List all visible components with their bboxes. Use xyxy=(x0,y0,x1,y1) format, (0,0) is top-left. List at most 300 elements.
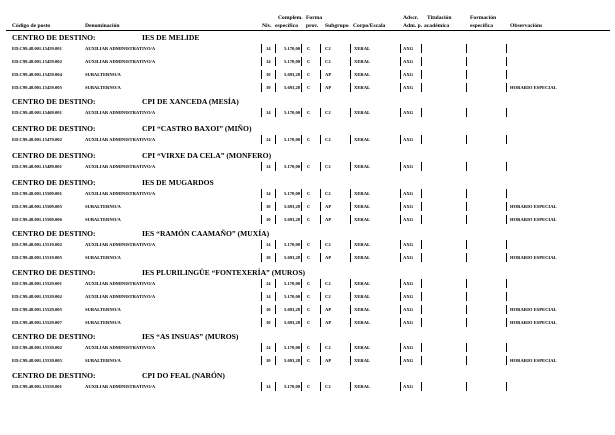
cell-divider xyxy=(301,135,302,144)
cell-divider xyxy=(350,253,351,262)
cell-obs: HORARIO ESPECIAL xyxy=(510,204,557,209)
cell-nivel: 14 xyxy=(266,59,271,64)
cell-forma: C xyxy=(307,46,311,51)
cell-divider xyxy=(421,70,422,79)
cell-adscr: AXG xyxy=(403,281,414,286)
cell-forma: C xyxy=(307,307,311,312)
cell-divider xyxy=(301,279,302,288)
cell-complem: 5.693,28 xyxy=(284,255,301,260)
center-heading xyxy=(12,332,239,341)
cell-divider xyxy=(400,44,401,53)
header-subgrupo: Subgrupo xyxy=(325,23,349,29)
cell-corpo: XERAL xyxy=(354,46,371,51)
cell-adscr: AXG xyxy=(403,85,414,90)
cell-divider xyxy=(466,44,467,53)
cell-forma: C xyxy=(307,358,311,363)
cell-divider xyxy=(320,135,321,144)
cell-divider xyxy=(275,83,276,92)
cell-divider xyxy=(301,83,302,92)
center-label: CENTRO DE DESTINO: xyxy=(12,178,96,187)
cell-divider xyxy=(350,279,351,288)
cell-corpo: XERAL xyxy=(354,110,371,115)
cell-divider xyxy=(301,292,302,301)
cell-divider xyxy=(466,202,467,211)
table-row xyxy=(0,357,615,369)
cell-adscr: AXG xyxy=(403,137,414,142)
cell-divider xyxy=(320,215,321,224)
cell-divider xyxy=(506,108,507,117)
cell-divider xyxy=(506,202,507,211)
table-row xyxy=(0,163,615,175)
cell-divider xyxy=(301,44,302,53)
cell-divider xyxy=(466,215,467,224)
cell-complem: 5.693,28 xyxy=(284,85,301,90)
table-row xyxy=(0,306,615,318)
cell-divider xyxy=(506,253,507,262)
cell-nivel: 14 xyxy=(266,384,271,389)
cell-adscr: AXG xyxy=(403,191,414,196)
cell-adscr: AXG xyxy=(403,59,414,64)
cell-subgrupo: C2 xyxy=(325,345,331,350)
cell-denominacion: SUBALTERNO/A xyxy=(85,204,121,209)
cell-divider xyxy=(421,253,422,262)
cell-corpo: XERAL xyxy=(354,204,371,209)
cell-denominacion: AUXILIAR ADMINISTRATIVO/A xyxy=(85,384,156,389)
cell-divider xyxy=(301,215,302,224)
cell-divider xyxy=(506,189,507,198)
header-complem-bottom: específico xyxy=(275,23,298,29)
cell-divider xyxy=(506,215,507,224)
cell-divider xyxy=(421,343,422,352)
cell-divider xyxy=(261,57,262,66)
center-label: CENTRO DE DESTINO: xyxy=(12,332,96,341)
cell-denominacion: SUBALTERNO/A xyxy=(85,320,121,325)
cell-complem: 5.693,28 xyxy=(284,307,301,312)
cell-denominacion: AUXILIAR ADMINISTRATIVO/A xyxy=(85,59,156,64)
cell-divider xyxy=(350,318,351,327)
cell-divider xyxy=(350,356,351,365)
cell-denominacion: AUXILIAR ADMINISTRATIVO/A xyxy=(85,242,156,247)
cell-codigo: ED.C99.48.001.15489.001 xyxy=(12,164,62,169)
cell-subgrupo: AP xyxy=(325,307,332,312)
cell-divider xyxy=(421,318,422,327)
cell-subgrupo: AP xyxy=(325,204,332,209)
cell-complem: 5.170,00 xyxy=(284,164,301,169)
cell-complem: 5.170,00 xyxy=(284,345,301,350)
cell-divider xyxy=(320,382,321,391)
center-name: IES “RAMÓN CAAMAÑO” (MUXÍA) xyxy=(142,229,270,238)
cell-divider xyxy=(466,253,467,262)
cell-divider xyxy=(421,135,422,144)
cell-corpo: XERAL xyxy=(354,137,371,142)
cell-codigo: ED.C99.48.001.15459.001 xyxy=(12,46,62,51)
table-row xyxy=(0,84,615,96)
cell-divider xyxy=(506,318,507,327)
cell-divider xyxy=(261,305,262,314)
cell-forma: C xyxy=(307,217,311,222)
cell-divider xyxy=(506,57,507,66)
cell-codigo: ED.C99.48.001.15459.005 xyxy=(12,85,62,90)
center-label: CENTRO DE DESTINO: xyxy=(12,151,96,160)
cell-subgrupo: AP xyxy=(325,217,332,222)
cell-complem: 5.170,00 xyxy=(284,281,301,286)
cell-nivel: 10 xyxy=(266,72,271,77)
cell-divider xyxy=(261,356,262,365)
cell-divider xyxy=(261,83,262,92)
cell-divider xyxy=(466,382,467,391)
cell-complem: 5.170,00 xyxy=(284,384,301,389)
table-row xyxy=(0,203,615,215)
cell-divider xyxy=(261,215,262,224)
cell-obs: HORARIO ESPECIAL xyxy=(510,85,557,90)
cell-divider xyxy=(261,108,262,117)
cell-divider xyxy=(275,356,276,365)
table-row xyxy=(0,58,615,70)
center-heading xyxy=(12,33,200,42)
cell-divider xyxy=(275,44,276,53)
cell-codigo: ED.C99.48.001.15519.005 xyxy=(12,255,62,260)
cell-divider xyxy=(421,279,422,288)
cell-divider xyxy=(275,279,276,288)
cell-divider xyxy=(421,215,422,224)
cell-divider xyxy=(466,240,467,249)
cell-divider xyxy=(261,44,262,53)
cell-codigo: ED.C99.48.001.15529.007 xyxy=(12,320,62,325)
cell-divider xyxy=(400,162,401,171)
cell-divider xyxy=(275,343,276,352)
cell-nivel: 14 xyxy=(266,164,271,169)
center-label: CENTRO DE DESTINO: xyxy=(12,33,96,42)
cell-divider xyxy=(320,108,321,117)
cell-subgrupo: AP xyxy=(325,72,332,77)
cell-corpo: XERAL xyxy=(354,242,371,247)
cell-divider xyxy=(320,279,321,288)
cell-divider xyxy=(350,108,351,117)
cell-divider xyxy=(261,189,262,198)
cell-divider xyxy=(320,318,321,327)
header-titulacion-bottom: académica xyxy=(424,23,450,29)
cell-forma: C xyxy=(307,204,311,209)
cell-divider xyxy=(400,253,401,262)
cell-codigo: ED.C99.48.001.15459.004 xyxy=(12,72,62,77)
center-heading xyxy=(12,229,270,238)
cell-divider xyxy=(275,215,276,224)
cell-divider xyxy=(320,44,321,53)
header-complem-top: Complem. xyxy=(278,15,303,21)
cell-forma: C xyxy=(307,294,311,299)
cell-divider xyxy=(466,279,467,288)
center-heading xyxy=(12,97,239,106)
cell-nivel: 14 xyxy=(266,137,271,142)
cell-codigo: ED.C99.48.001.15529.002 xyxy=(12,294,62,299)
cell-complem: 5.693,28 xyxy=(284,320,301,325)
cell-complem: 5.693,28 xyxy=(284,217,301,222)
cell-divider xyxy=(421,356,422,365)
cell-divider xyxy=(350,215,351,224)
cell-divider xyxy=(466,135,467,144)
cell-divider xyxy=(466,108,467,117)
cell-corpo: XERAL xyxy=(354,72,371,77)
cell-nivel: 10 xyxy=(266,255,271,260)
cell-obs: HORARIO ESPECIAL xyxy=(510,320,557,325)
cell-divider xyxy=(350,305,351,314)
cell-divider xyxy=(421,57,422,66)
cell-divider xyxy=(400,70,401,79)
cell-denominacion: SUBALTERNO/A xyxy=(85,307,121,312)
cell-divider xyxy=(275,135,276,144)
cell-forma: C xyxy=(307,72,311,77)
center-label: CENTRO DE DESTINO: xyxy=(12,268,96,277)
cell-subgrupo: C2 xyxy=(325,281,331,286)
cell-divider xyxy=(261,202,262,211)
cell-nivel: 14 xyxy=(266,294,271,299)
header-adscr-top: Adscr. xyxy=(403,15,419,21)
cell-divider xyxy=(466,189,467,198)
cell-divider xyxy=(400,202,401,211)
cell-denominacion: SUBALTERNO/A xyxy=(85,217,121,222)
cell-nivel: 14 xyxy=(266,242,271,247)
cell-codigo: ED.C99.48.001.15519.002 xyxy=(12,242,62,247)
cell-subgrupo: C2 xyxy=(325,294,331,299)
cell-divider xyxy=(466,343,467,352)
cell-nivel: 14 xyxy=(266,191,271,196)
cell-divider xyxy=(350,240,351,249)
table-row xyxy=(0,319,615,331)
cell-obs: HORARIO ESPECIAL xyxy=(510,307,557,312)
cell-divider xyxy=(466,356,467,365)
cell-codigo: ED.C99.48.001.15529.005 xyxy=(12,307,62,312)
cell-adscr: AXG xyxy=(403,204,414,209)
cell-divider xyxy=(275,202,276,211)
cell-divider xyxy=(350,44,351,53)
cell-codigo: ED.C99.48.001.15459.002 xyxy=(12,59,62,64)
center-name: IES PLURILINGÜE “FONTEXERÍA” (MUROS) xyxy=(142,268,306,277)
cell-complem: 5.170,00 xyxy=(284,191,301,196)
cell-denominacion: SUBALTERNO/A xyxy=(85,85,121,90)
cell-divider xyxy=(400,240,401,249)
cell-subgrupo: AP xyxy=(325,255,332,260)
cell-divider xyxy=(275,108,276,117)
cell-subgrupo: C2 xyxy=(325,137,331,142)
cell-divider xyxy=(275,305,276,314)
cell-divider xyxy=(275,318,276,327)
cell-divider xyxy=(421,292,422,301)
cell-nivel: 14 xyxy=(266,110,271,115)
center-label: CENTRO DE DESTINO: xyxy=(12,124,96,133)
cell-codigo: ED.C99.48.001.15509.005 xyxy=(12,204,62,209)
table-row xyxy=(0,241,615,253)
cell-forma: C xyxy=(307,320,311,325)
cell-divider xyxy=(421,240,422,249)
cell-nivel: 10 xyxy=(266,307,271,312)
cell-nivel: 10 xyxy=(266,217,271,222)
header-forma-bottom: prov. xyxy=(306,23,319,29)
cell-divider xyxy=(506,135,507,144)
cell-divider xyxy=(261,240,262,249)
cell-subgrupo: AP xyxy=(325,358,332,363)
cell-corpo: XERAL xyxy=(354,191,371,196)
cell-subgrupo: C2 xyxy=(325,164,331,169)
cell-adscr: AXG xyxy=(403,72,414,77)
cell-divider xyxy=(350,292,351,301)
center-name: IES “AS INSUAS” (MUROS) xyxy=(142,332,239,341)
cell-divider xyxy=(275,70,276,79)
cell-nivel: 10 xyxy=(266,85,271,90)
center-heading xyxy=(12,371,225,380)
cell-adscr: AXG xyxy=(403,320,414,325)
cell-divider xyxy=(350,83,351,92)
cell-denominacion: AUXILIAR ADMINISTRATIVO/A xyxy=(85,281,156,286)
cell-codigo: ED.C99.48.001.15559.001 xyxy=(12,384,62,389)
cell-divider xyxy=(506,162,507,171)
cell-divider xyxy=(320,83,321,92)
cell-adscr: AXG xyxy=(403,46,414,51)
cell-divider xyxy=(350,57,351,66)
cell-complem: 5.170,00 xyxy=(284,59,301,64)
cell-complem: 5.693,28 xyxy=(284,72,301,77)
cell-divider xyxy=(261,253,262,262)
center-name: CPI DO FEAL (NARÓN) xyxy=(142,371,225,380)
table-row xyxy=(0,190,615,202)
cell-forma: C xyxy=(307,191,311,196)
cell-divider xyxy=(506,83,507,92)
header-formacion-top: Formación xyxy=(470,15,497,21)
cell-divider xyxy=(421,305,422,314)
cell-divider xyxy=(466,305,467,314)
cell-divider xyxy=(350,135,351,144)
cell-divider xyxy=(400,57,401,66)
cell-divider xyxy=(275,189,276,198)
cell-adscr: AXG xyxy=(403,384,414,389)
cell-divider xyxy=(275,292,276,301)
cell-divider xyxy=(261,292,262,301)
cell-adscr: AXG xyxy=(403,345,414,350)
cell-codigo: ED.C99.48.001.15529.001 xyxy=(12,281,62,286)
cell-adscr: AXG xyxy=(403,217,414,222)
cell-obs: HORARIO ESPECIAL xyxy=(510,217,557,222)
cell-divider xyxy=(320,189,321,198)
table-row xyxy=(0,280,615,292)
header-formacion-bottom: específica xyxy=(470,23,493,29)
cell-divider xyxy=(275,382,276,391)
cell-corpo: XERAL xyxy=(354,281,371,286)
cell-divider xyxy=(275,240,276,249)
cell-codigo: ED.C99.48.001.15469.001 xyxy=(12,110,62,115)
cell-subgrupo: C2 xyxy=(325,242,331,247)
header-corpo: Corpo/Escala xyxy=(353,23,386,29)
cell-divider xyxy=(275,162,276,171)
cell-codigo: ED.C99.48.001.15539.005 xyxy=(12,358,62,363)
cell-divider xyxy=(301,305,302,314)
center-name: CPI DE XANCEDA (MESÍA) xyxy=(142,97,239,106)
cell-divider xyxy=(350,343,351,352)
cell-divider xyxy=(301,162,302,171)
cell-subgrupo: C2 xyxy=(325,384,331,389)
header-nivel: Nív. xyxy=(262,23,272,29)
center-name: CPI “VIRXE DA CELA” (MONFERO) xyxy=(142,151,272,160)
cell-nivel: 10 xyxy=(266,204,271,209)
cell-denominacion: SUBALTERNO/A xyxy=(85,72,121,77)
cell-denominacion: AUXILIAR ADMINISTRATIVO/A xyxy=(85,191,156,196)
cell-divider xyxy=(301,70,302,79)
cell-divider xyxy=(506,292,507,301)
cell-divider xyxy=(261,318,262,327)
cell-divider xyxy=(261,343,262,352)
cell-forma: C xyxy=(307,85,311,90)
cell-nivel: 10 xyxy=(266,320,271,325)
cell-divider xyxy=(320,202,321,211)
cell-divider xyxy=(466,83,467,92)
cell-divider xyxy=(320,70,321,79)
cell-divider xyxy=(301,202,302,211)
cell-divider xyxy=(350,189,351,198)
center-name: CPI “CASTRO BAXOI” (MIÑO) xyxy=(142,124,252,133)
cell-corpo: XERAL xyxy=(354,255,371,260)
cell-divider xyxy=(400,356,401,365)
cell-divider xyxy=(261,70,262,79)
cell-divider xyxy=(506,44,507,53)
cell-divider xyxy=(421,162,422,171)
cell-corpo: XERAL xyxy=(354,307,371,312)
cell-divider xyxy=(320,162,321,171)
cell-complem: 5.170,00 xyxy=(284,46,301,51)
cell-divider xyxy=(320,57,321,66)
cell-divider xyxy=(421,83,422,92)
cell-subgrupo: C2 xyxy=(325,46,331,51)
cell-divider xyxy=(350,70,351,79)
cell-forma: C xyxy=(307,110,311,115)
header-denominacion: Denominación xyxy=(85,23,120,29)
cell-divider xyxy=(400,382,401,391)
cell-divider xyxy=(301,318,302,327)
cell-subgrupo: AP xyxy=(325,85,332,90)
cell-forma: C xyxy=(307,164,311,169)
cell-divider xyxy=(301,343,302,352)
cell-forma: C xyxy=(307,242,311,247)
table-row xyxy=(0,71,615,83)
header-rule xyxy=(6,30,610,31)
cell-corpo: XERAL xyxy=(354,164,371,169)
cell-divider xyxy=(350,382,351,391)
header-observacions: Observacións xyxy=(510,23,543,29)
cell-divider xyxy=(400,108,401,117)
cell-divider xyxy=(320,343,321,352)
center-heading xyxy=(12,268,306,277)
table-row xyxy=(0,45,615,57)
cell-divider xyxy=(400,215,401,224)
cell-divider xyxy=(400,279,401,288)
cell-corpo: XERAL xyxy=(354,345,371,350)
cell-nivel: 14 xyxy=(266,281,271,286)
cell-divider xyxy=(400,318,401,327)
center-name: IES DE MUGARDOS xyxy=(142,178,214,187)
cell-divider xyxy=(320,305,321,314)
cell-complem: 5.170,00 xyxy=(284,242,301,247)
cell-divider xyxy=(301,108,302,117)
cell-divider xyxy=(320,356,321,365)
center-label: CENTRO DE DESTINO: xyxy=(12,97,96,106)
table-row xyxy=(0,136,615,148)
cell-codigo: ED.C99.48.001.15479.002 xyxy=(12,137,62,142)
cell-divider xyxy=(421,189,422,198)
table-row xyxy=(0,344,615,356)
cell-corpo: XERAL xyxy=(354,384,371,389)
cell-obs: HORARIO ESPECIAL xyxy=(510,255,557,260)
table-row xyxy=(0,109,615,121)
cell-divider xyxy=(400,135,401,144)
cell-denominacion: AUXILIAR ADMINISTRATIVO/A xyxy=(85,294,156,299)
cell-divider xyxy=(301,189,302,198)
